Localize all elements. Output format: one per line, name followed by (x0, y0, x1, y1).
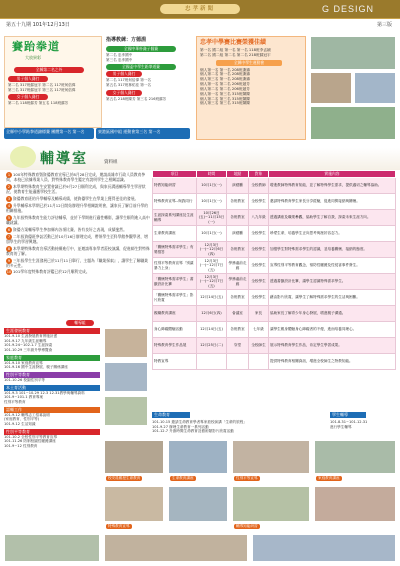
table-cell-content: 讓學生親身體驗身心障礙者的不便，進而培養同理心。 (269, 322, 396, 338)
list-item: 9 三年級學生生涯發展已於11月11日舉行，主題為『職業探索』，讓學生了解職業的多元性。 (6, 257, 148, 268)
men-line: 第二名 317班蘇冠宇 第二名 117班何倍偉 (8, 83, 76, 87)
col-header: 項目 (153, 171, 197, 178)
list-item: 4 升學輔導本學期已於11月12日開始辦理升學相關說明會，讓家長了解目前升學的相關措施。 (6, 202, 148, 213)
section-line: 101.9.17 九年級生涯輔導 (4, 338, 47, 343)
table-cell-target: 家長 (249, 306, 269, 322)
table-cell-item: 「關懷特殊需求學生」書籤設計比賽 (153, 274, 197, 290)
team-label: 全縣第二名之外 (14, 67, 84, 73)
col-header: 地點 (227, 171, 249, 178)
table-cell-item: 特教知能研習 (153, 178, 197, 194)
table-cell-time: 12月3日(一)~12月7日(五) (197, 258, 227, 274)
men-group-label: 男子個人賽打 (8, 76, 48, 82)
national-label: 全國盃中學生跆拳道賽 (106, 64, 176, 70)
table-row (153, 290, 396, 306)
event-photo (168, 440, 228, 474)
section-header: 性別平等教育 (4, 372, 100, 378)
coach-women-line: 第五名 218班陳芳 第三名 216班蘇芳 (106, 96, 167, 101)
section-header: 生涯發展教育 (4, 328, 100, 334)
table-cell-item: 生命教育講座 (153, 226, 197, 242)
table-cell-target: 全校學生 (249, 274, 269, 290)
section-line: 101.9.3 101~10.29 12.3 12.31教學與輔導資料 (4, 390, 85, 395)
sports-title: 賽跆拳道 (12, 40, 60, 53)
table-cell-place: 演藝廳 (227, 178, 249, 194)
table-cell-target: 全校學生 (249, 194, 269, 210)
table-cell-target: 全校學生 (249, 258, 269, 274)
table-cell-target: 全校師生 (249, 338, 269, 354)
right-results-title: 忠孝中學賽比賽榮獲佳績 (200, 39, 267, 46)
bird-illustration (10, 146, 36, 168)
table-cell-place: 各班教室 (227, 194, 249, 210)
table-cell-content: 協助家長了解青少年身心發展，增進親子溝通。 (269, 306, 396, 322)
county-line: 第三名 忠孝國中 (106, 57, 133, 62)
event-photo (4, 534, 100, 562)
table-cell-item: 生涯探索系列講座及生涯輔導 (153, 210, 197, 226)
table-cell-time: 10月1日(一) (197, 194, 227, 210)
table-cell-place: 各班教室 (227, 210, 249, 226)
event-photo (104, 396, 148, 426)
result-line: 個人第二名 第三名 315班陳陳 (200, 96, 250, 101)
table-cell-content: 邀請特殊教育學生家長分享經驗，促進同儕接納與關懷。 (269, 194, 396, 210)
award-photo (354, 72, 396, 104)
section-line: 101.9.12 生活知識 (4, 422, 36, 427)
col-header: 實施內容 (269, 171, 396, 178)
event-photo (104, 362, 148, 392)
student-guidance-text (330, 420, 396, 429)
table-cell-time (197, 354, 227, 370)
table-row (153, 210, 396, 226)
coach-women-label: 女子個人賽打 (106, 90, 142, 96)
result-line: 個人第一名 第三名 315班陳陳 (200, 91, 250, 96)
competition-banner-left: 全縣中小學跆拳道錦標賽 團體第一名 第一名 (4, 128, 94, 139)
right-line: 第一名 國二組 第一名 第一名 118班李孟穎 (200, 48, 271, 52)
photo-caption: 生命教育講座 (172, 476, 194, 480)
table-cell-time: 12月14日(五) (197, 290, 227, 306)
result-line: 個人第二名 第一名 208班謝鎮 (200, 72, 250, 77)
sidebar (4, 328, 100, 449)
table-cell-item: 特教宣導 (153, 354, 197, 370)
event-photo (314, 486, 396, 522)
student-guidance-header: 學生輔導 (330, 412, 366, 418)
table-cell-place (227, 354, 249, 370)
section-header: 認輔工作 (4, 407, 100, 413)
table-cell-place: 各班教室 (227, 242, 249, 258)
right-results-lines (200, 48, 302, 106)
table-cell-time: 10月26日(五)~11月15日(一) (197, 210, 227, 226)
col-header: 時間 (197, 171, 227, 178)
col-header: 對象 (249, 171, 269, 178)
result-line: 個人第二名 第二名 206班趙芳 (200, 86, 250, 91)
table-cell-time: 12月3日(一)~12月6日(四) (197, 242, 227, 258)
table-row (153, 354, 396, 370)
list-item: 5 九年級特殊教育生能力評估輔導，並於下學期進行適性轉銜，讓學生順利進入高中職就讀。 (6, 214, 150, 225)
newspaper-title: 忠孝新聞 (160, 4, 240, 14)
photo-caption: 性別平等宣導 (236, 476, 258, 480)
event-photo (104, 486, 164, 522)
table-cell-item: 特殊教育宣導--與我同行 (153, 194, 197, 210)
table-cell-target: 全校教師 (249, 178, 269, 194)
table-cell-time: 10月1日(一) (197, 178, 227, 194)
table-cell-place: 穿堂 (227, 338, 249, 354)
page-number: 第三版 (376, 22, 392, 28)
table-row (153, 242, 396, 258)
table-row (153, 194, 396, 210)
life-line: 101.10.15 邀請生命教育學者專家蒞校演講「生命的旅程」 (152, 420, 247, 424)
list-item: 1 100年特殊教育暨資優教育宣導已於8月28日完成，邀請高雄市行政人員教育參與，本校已依據專業人員，對特殊教育學生鑑定有說明學生之相關認識。 (6, 172, 146, 182)
table-cell-place: 會議室 (227, 306, 249, 322)
sports-subtitle: 大放異彩 (25, 55, 41, 60)
section-line: 101.9.12 輔導志工招募說明 (4, 412, 50, 417)
photo-caption: 輔導知能研習 (236, 524, 258, 528)
list-item: 3 資優教育班的升學輔導及輔導成績，使資優學生在學業上獲得更佳的發展。 (7, 195, 139, 201)
table-cell-target: 八九年級 (249, 210, 269, 226)
award-photo (310, 72, 352, 104)
coach-header: 指導教練：方德淵 (106, 37, 147, 43)
table-cell-time: 10月1日(一) (197, 226, 227, 242)
event-photo (232, 440, 310, 474)
result-line: 個人第一名 第一名 208班謝鎮 (200, 67, 250, 72)
right-line: 第二名 國二組 第二名 第二名 218班蘇冠宇 (200, 52, 271, 57)
section-header: 家庭教育 (4, 355, 100, 361)
student-line: 101.8.31~101.12.31 (330, 420, 368, 424)
list-item: 10 101學年度特殊教育評鑑已於12月順利完成。 (6, 269, 90, 275)
photo-caption: 校安員親授生命教育 (108, 476, 141, 480)
photo-caption: 家庭教育講座 (318, 476, 340, 480)
activities-table (152, 170, 396, 370)
table-cell-place: 各班教室 (227, 322, 249, 338)
guidance-list (6, 172, 150, 276)
section-line: 101.9.24~102.1.7 生涯探索 (4, 343, 53, 348)
event-photo (232, 486, 310, 522)
men-line: 第三名 317班蘇冠宇 第三名 117班何倍偉 (8, 87, 76, 92)
table-cell-content: 展示特殊教育學生作品，肯定學生學習成果。 (269, 338, 396, 354)
table-cell-place: 學務處前走廊 (227, 258, 249, 274)
event-photo (168, 486, 228, 522)
table-cell-item: 特殊教育學生作品展 (153, 338, 197, 354)
table-cell-content: 透過講座及職業參觀，協助學生了解自我，探索未來生涯方向。 (269, 210, 396, 226)
section-line: 101.9.10 家庭教育宣導 (4, 360, 43, 365)
section-line: 101.9~101.1 教育專案 (4, 395, 44, 400)
section-line: (家庭教育、性別平等) (4, 417, 40, 422)
event-photo (104, 440, 164, 474)
women-group-label: 女子個人賽打 (8, 94, 48, 100)
section-line: 101.10.26 校園性別平等 (4, 378, 45, 383)
result-line: 個人第三名 第一名 208班謝鎮 (200, 77, 250, 82)
guidance-title: 輔導室 (40, 151, 88, 167)
section-header: 本土育活動 (4, 385, 100, 391)
table-cell-time: 12月25日(二) (197, 338, 227, 354)
section-line: 101.10.2 全校性別平等教育宣導 (4, 434, 58, 439)
watermark: G DESIGN (321, 4, 374, 14)
table-cell-item: 「關懷特殊需求學生」有獎徵答 (153, 242, 197, 258)
life-line: 101.9.27 辦理生命教育一系列活動 (152, 424, 209, 429)
photo-caption: 特殊教育宣導 (108, 524, 130, 528)
coach-results (106, 46, 192, 101)
table-row (153, 322, 396, 338)
table-cell-time: 12月3日(一)~12月7日(五) (197, 274, 227, 290)
event-photo (314, 440, 396, 474)
issue-date: 第五十九期 101年12月13日 (6, 22, 70, 28)
table-cell-item: 親職教育講座 (153, 306, 197, 322)
table-cell-content: 增進教師特殊教育知能，並了解特殊學生需求，提供適切之輔導協助。 (269, 178, 396, 194)
table-cell-content: 透過書籤設計比賽，讓學生認識特殊需求學生。 (269, 274, 396, 290)
table-row (153, 306, 396, 322)
coach-men-label: 男子個人賽打 (106, 71, 142, 77)
event-photo (104, 328, 148, 358)
table-cell-content: 宣導性別平等教育觀念，預防性騷擾及性侵害事件發生。 (269, 258, 396, 274)
list-item: 2 本學期特殊教育生安置會議已於9月27日順利完成，與家長溝通輔導學生學習狀況，使教育生能適應學校生活。 (6, 183, 146, 194)
guidance-tag: 輔導組 (66, 320, 94, 326)
table-cell-time: 12月14日(五) (197, 322, 227, 338)
life-line: 101.12.7 升旗時間生命教育及藝術類影片欣賞活動 (152, 429, 234, 434)
table-cell-time: 12月6日(四) (197, 306, 227, 322)
county-header: 全縣中學生運動會 (216, 60, 282, 66)
section-line: 性別平等教育 (4, 400, 26, 405)
table-cell-place: 演藝廳 (227, 226, 249, 242)
table-cell-place: 各班教室 (227, 290, 249, 306)
competition-banner-right: 東港區國中組 運動會第三名 第一名 (96, 128, 190, 139)
section-line: 101.9.16 國中生涯發展、親子關係講座 (4, 365, 68, 370)
result-line: 個人第一名 第二名 206班趙芳 (200, 82, 250, 87)
table-cell-target: 全校學生 (249, 242, 269, 258)
table-cell-content: 加強學生對特殊需求學生的認識，並培養關懷、接納的態度。 (269, 242, 396, 258)
section-line: 101.9.10 生涯發展教育實施計畫 (4, 334, 58, 338)
table-cell-target: 七年級 (249, 322, 269, 338)
table-cell-target: 全校學生 (249, 290, 269, 306)
table-cell-place: 學務處前走廊 (227, 274, 249, 290)
table-row (153, 226, 396, 242)
section-line: 101.11.26 防制校園性騷擾講座 (4, 439, 56, 444)
table-cell-content: 珍愛生命，培養學生正向思考與挫折容忍力。 (269, 226, 396, 242)
table-cell-item: 「關懷特殊需求學生」影片欣賞 (153, 290, 197, 306)
list-item: 8 本學期特殊教育宣導活動持續進行中，並邀請專家學者蒞校演講，促進師生對特殊教育的了解。 (6, 245, 150, 256)
county-line: 第二名 忠孝國中 (106, 53, 133, 57)
sports-groups (8, 76, 100, 106)
group-photo (310, 106, 396, 140)
life-education-text (152, 420, 322, 434)
event-photo (252, 534, 396, 562)
student-line: 進行學生輔導 (330, 424, 352, 429)
coach-men-line: 第五名 317班林佑佳 第一名 (106, 83, 152, 88)
table-row (153, 274, 396, 290)
list-item: 6 資優方案輔導學生參加縣內各項比賽，皆有良好之表現，成績斐然。 (7, 226, 127, 232)
table-cell-target (249, 354, 269, 370)
life-education-header: 生命教育 (152, 412, 190, 418)
table-cell-item: 身心障礙體驗活動 (153, 322, 197, 338)
coach-men-line: 第二名 117班何倍偉 第一名 (106, 78, 152, 83)
women-line: 第二名 118班蘇芳 第五名 118班蘇芳 (8, 101, 69, 106)
table-row (153, 178, 396, 194)
list-item: 7 二年級資優班參訪活動已於10月16日辦理完成，帶領學生至科學館參觀學習，增加學生的學習興趣。 (6, 233, 148, 244)
county-label: 全國中華杯賽子個賽 (106, 46, 176, 52)
table-row (153, 258, 396, 274)
table-cell-item: 性別平等教育宣導「別讓暴力上身」 (153, 258, 197, 274)
guidance-subtitle: 資料組 (104, 160, 118, 165)
section-line: 101.10.29 三年級升學博覽會 (4, 348, 53, 353)
table-row (153, 338, 396, 354)
section-line: 101.9~12 性別教育 (4, 444, 38, 449)
table-cell-content: 提供特殊教育相關資訊，增進全校師生之特教知能。 (269, 354, 396, 370)
table-cell-target: 全校學生 (249, 226, 269, 242)
event-photo (104, 534, 248, 562)
table-cell-content: 藉由影片欣賞，讓學生了解特殊需求學生的生活與困難。 (269, 290, 396, 306)
team-photo (310, 36, 396, 70)
section-header: 性別平等教育 (4, 429, 100, 435)
result-line: 個人第三名 第三名 315班陳陳 (200, 101, 250, 106)
header-divider (0, 18, 400, 19)
